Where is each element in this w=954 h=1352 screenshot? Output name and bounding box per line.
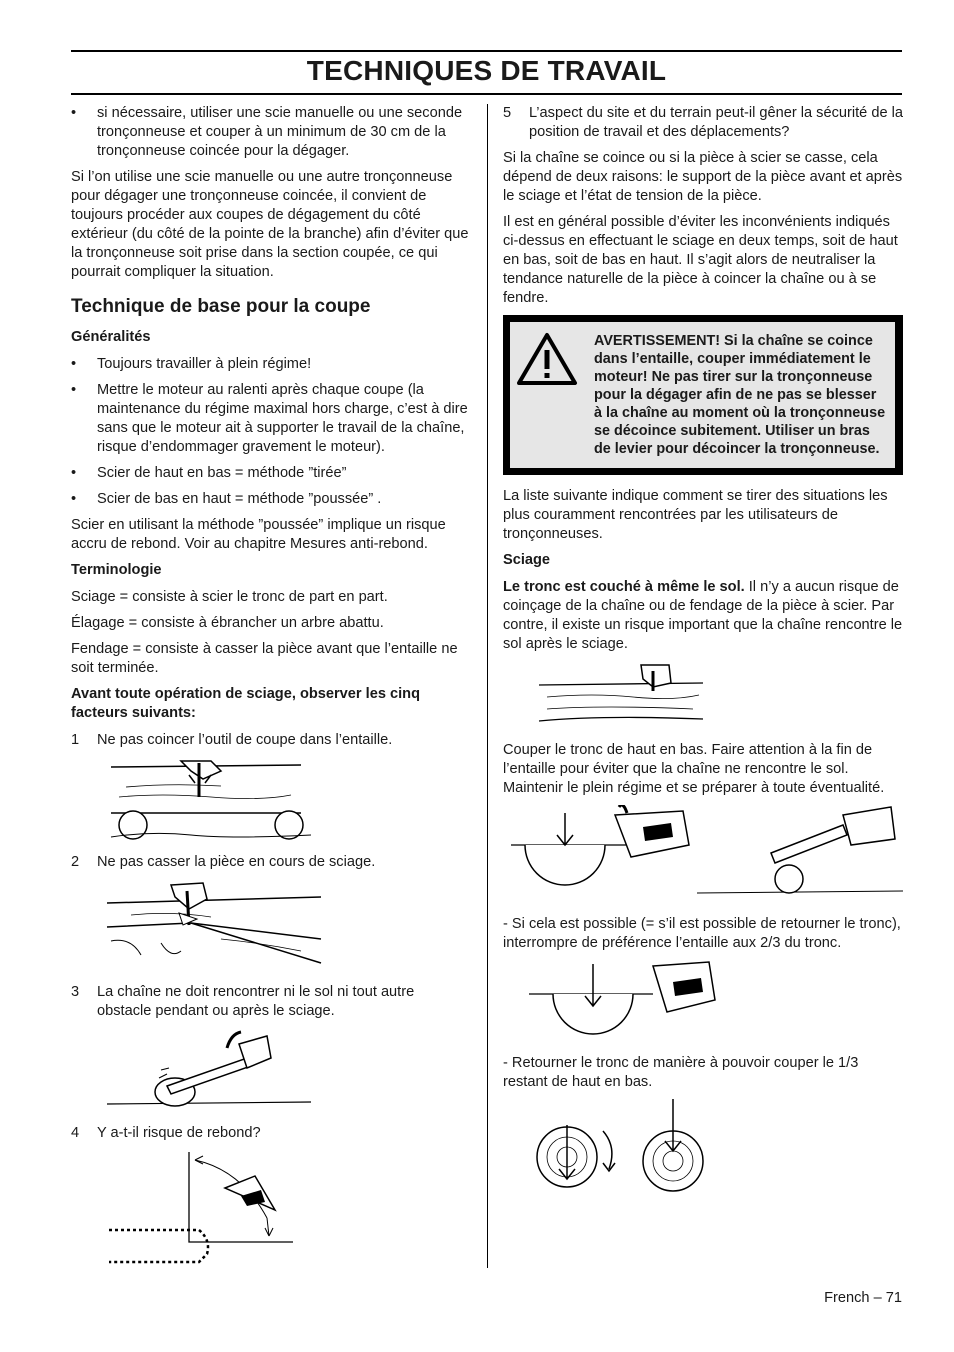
- push-method-paragraph: Scier en utilisant la méthode ”poussée” implique un risque accru de rebond. Voir au chapitre Mesures anti-rebond.: [71, 517, 446, 552]
- term-elagage: Élagage = consiste à ébrancher un arbre abattu.: [71, 615, 384, 631]
- gen-bullet: • Scier de haut en bas = méthode ”tirée”: [71, 465, 347, 481]
- page-number: French – 71: [824, 1290, 902, 1306]
- turn-log-illustration: [503, 1099, 723, 1203]
- cut-down-paragraph: Couper le tronc de haut en bas. Faire attention à la fin de l’entaille pour éviter que la chaîne ne rencontre le sol. Maintenir le plein régime et se préparer à toute éventualité.: [503, 742, 885, 796]
- intro-bullet: • si nécessaire, utiliser une scie manuelle ou une seconde tronçonneuse et couper à un minimum de 30 cm de la tronçonneuse coincée pour la dégager.: [71, 105, 463, 159]
- ground-log-illustration: [503, 661, 723, 733]
- left-column: [71, 104, 471, 1270]
- factors-heading: Avant toute opération de sciage, observer les cinq facteurs suivants:: [71, 686, 420, 721]
- two-thirds-illustration: [503, 960, 763, 1040]
- warning-text: AVERTISSEMENT! Si la chaîne se coince dans l’entaille, couper immédiatement le moteur! Ne pas tirer sur la tronçonneuse pour la dégager afin de ne pas se blesser à la chaîne au moment où la tronçonneuse se décoince subitement. Utiliser un bras de levier pour décoincer la tronçonneuse.: [594, 333, 886, 457]
- header-rule-top: [71, 50, 902, 52]
- factor-item: 3 La chaîne ne doit rencontrer ni le sol ni tout autre obstacle pendant ou après le sciage.: [71, 984, 415, 1019]
- term-sciage: Sciage = consiste à scier le tronc de part en part.: [71, 589, 388, 605]
- factor-item: 4 Y a-t-il risque de rebond?: [71, 1125, 261, 1141]
- remaining-third-paragraph: - Retourner le tronc de manière à pouvoir couper le 1/3 restant de haut en bas.: [503, 1055, 859, 1090]
- term-fendage: Fendage = consiste à casser la pièce avant que l’entaille ne soit terminée.: [71, 641, 458, 676]
- page-title: TECHNIQUES DE TRAVAIL: [306, 55, 667, 86]
- warning-triangle-icon: [516, 332, 594, 458]
- factor-item: 2 Ne pas casser la pièce en cours de sciage.: [71, 854, 376, 870]
- reasons-paragraph: Si la chaîne se coince ou si la pièce à scier se casse, cela dépend de deux raisons: le support de la pièce avant et après le sciage et l’état de tension de la pièce.: [503, 150, 903, 204]
- warning-box: [503, 315, 903, 475]
- log-pinch-illustration: [71, 757, 311, 843]
- right-column: [503, 104, 903, 1203]
- section-title: Technique de base pour la coupe: [71, 296, 371, 317]
- column-divider: [487, 104, 488, 1268]
- factor-item: 5 L’aspect du site et du terrain peut-il gêner la sécurité de la position de travail et des déplacements?: [503, 105, 903, 140]
- warning-inner: [510, 322, 895, 468]
- log-split-illustration: [71, 879, 331, 975]
- list-intro-paragraph: La liste suivante indique comment se tirer des situations les plus couramment rencontrées par les utilisateurs de tronçonneuses.: [503, 488, 888, 542]
- kickback-illustration: [71, 1150, 311, 1270]
- top-cut-illustrations: [503, 805, 903, 901]
- two-thirds-paragraph: - Si cela est possible (= s’il est possible de retourner le tronc), interrompre de préférence l’entaille aux 2/3 du tronc.: [503, 916, 901, 951]
- gen-bullet: • Mettre le moteur au ralenti après chaque coupe (la maintenance du régime maximal hors charge, c’est à dire sans que le moteur ait à supporter le travail de la chaîne, risque d’endommager gravement le moteur).: [71, 382, 468, 455]
- ground-log-paragraph: Le tronc est couché à même le sol. Il n’y a aucun risque de coinçage de la chaîne ou de fendage de la pièce à scier. Par contre, il existe un risque important que la chaîne rencontre le sol après le sciage.: [503, 579, 903, 652]
- chain-hits-ground-illustration: [71, 1028, 331, 1118]
- sciage-heading: Sciage: [503, 552, 551, 568]
- gen-bullet: • Toujours travailler à plein régime!: [71, 356, 312, 372]
- terminologie-heading: Terminologie: [71, 562, 162, 578]
- header-rule-bottom: [71, 93, 902, 95]
- generalites-heading: Généralités: [71, 329, 151, 345]
- factor-item: 1 Ne pas coincer l’outil de coupe dans l’entaille.: [71, 732, 393, 748]
- gen-bullet: • Scier de bas en haut = méthode ”poussée” .: [71, 491, 382, 507]
- intro-paragraph: Si l’on utilise une scie manuelle ou une autre tronçonneuse pour dégager une tronçonneuse coincée, il convient de toujours procéder aux coupes de dégagement du côté extérieur (du côté de la pointe de la branche) afin d’éviter que la tronçonneuse soit prise dans la section coupée, ce qui pourrait compliquer la situation.: [71, 169, 469, 280]
- avoid-paragraph: Il est en général possible d’éviter les inconvénients indiqués ci-dessus en effectuant le sciage en deux temps, soit de haut en bas, soit de bas en haut. Il s’agit alors de neutraliser la tendance naturelle de la pièce à coincer la chaîne ou à se fendre.: [503, 214, 898, 306]
